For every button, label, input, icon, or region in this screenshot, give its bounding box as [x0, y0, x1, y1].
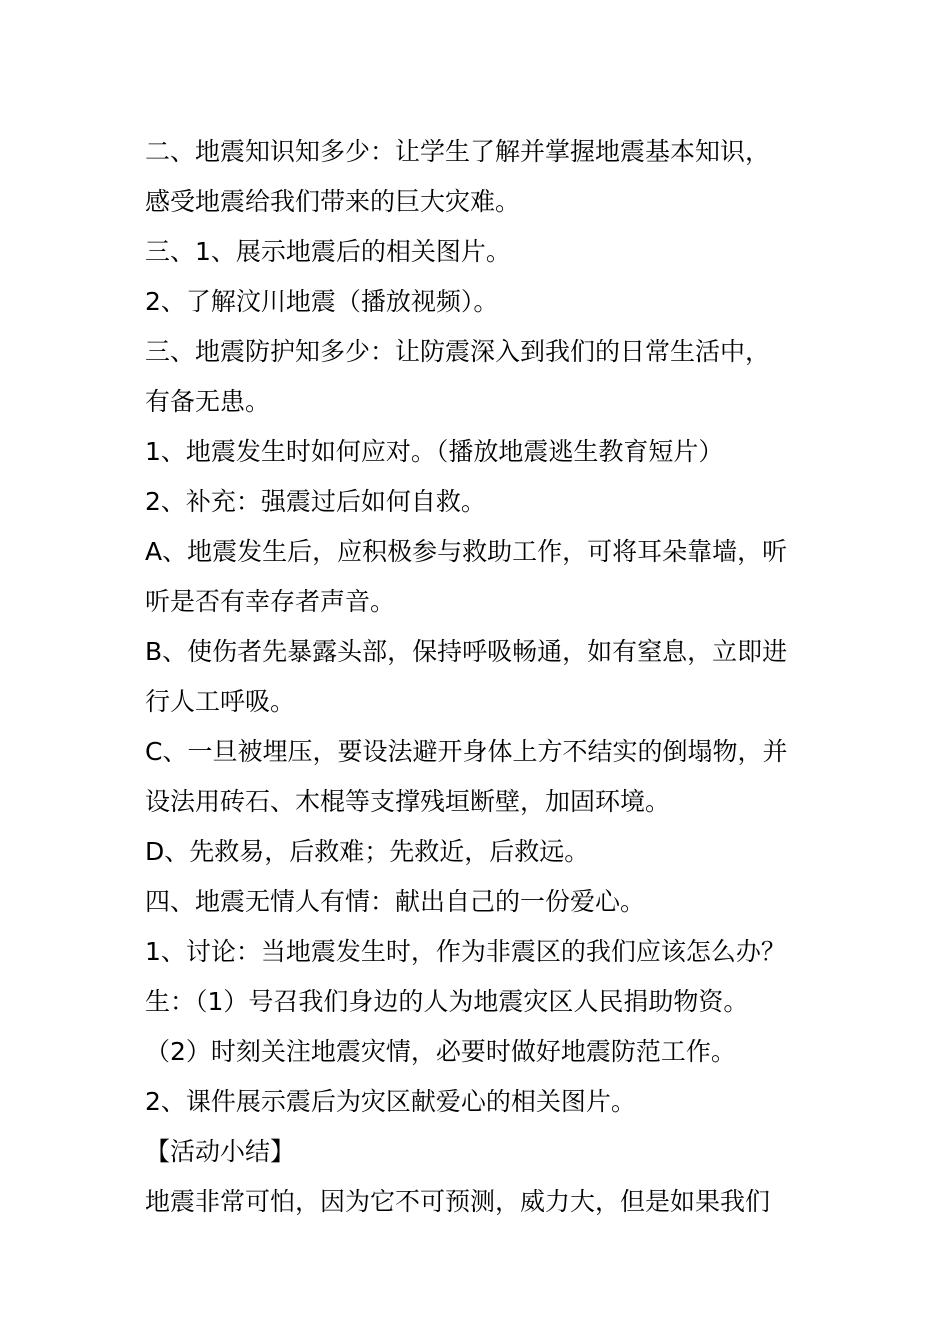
list-item-student-answer-1: 生：（1）号召我们身边的人为地震灾区人民捐助物资。 [145, 987, 749, 1016]
list-item-a: A、地震发生后，应积极参与救助工作，可将耳朵靠墙，听 [145, 537, 788, 566]
list-item-wenchuan-video: 2、了解汶川地震（播放视频）。 [145, 287, 499, 316]
section-heading-earthquake-knowledge: 二、地震知识知多少：让学生了解并掌握地震基本知识， [145, 137, 771, 166]
list-item-self-rescue: 2、补充：强震过后如何自救。 [145, 487, 486, 516]
paragraph-line: 行人工呼吸。 [145, 687, 296, 716]
paragraph-line: 听是否有幸存者声音。 [145, 587, 396, 616]
paragraph-line: 地震非常可怕，因为它不可预测，威力大，但是如果我们 [145, 1187, 771, 1216]
list-item-d: D、先救易，后救难；先救近，后救远。 [145, 837, 590, 866]
list-item-student-answer-2: （2）时刻关注地震灾情，必要时做好地震防范工作。 [145, 1037, 736, 1066]
list-item-b: B、使伤者先暴露头部，保持呼吸畅通，如有窒息，立即进 [145, 637, 788, 666]
list-item-courseware-pictures: 2、课件展示震后为灾区献爱心的相关图片。 [145, 1087, 636, 1116]
section-heading-compassion: 四、地震无情人有情：献出自己的一份爱心。 [145, 887, 646, 916]
section-heading-activity-summary: 【活动小结】 [145, 1137, 296, 1166]
paragraph-line: 感受地震给我们带来的巨大灾难。 [145, 187, 521, 216]
list-item-discussion: 1、讨论：当地震发生时，作为非震区的我们应该怎么办？ [145, 937, 786, 966]
paragraph-line: 设法用砖石、木棍等支撑残垣断壁，加固环境。 [145, 787, 671, 816]
document-body [145, 127, 810, 1227]
section-heading-show-pictures: 三、1、展示地震后的相关图片。 [145, 237, 511, 266]
list-item-how-to-respond: 1、地震发生时如何应对。（播放地震逃生教育短片） [145, 437, 724, 466]
section-heading-earthquake-protection: 三、地震防护知多少：让防震深入到我们的日常生活中， [145, 337, 771, 366]
paragraph-line: 有备无患。 [145, 387, 271, 416]
list-item-c: C、一旦被埋压，要设法避开身体上方不结实的倒塌物，并 [145, 737, 788, 766]
